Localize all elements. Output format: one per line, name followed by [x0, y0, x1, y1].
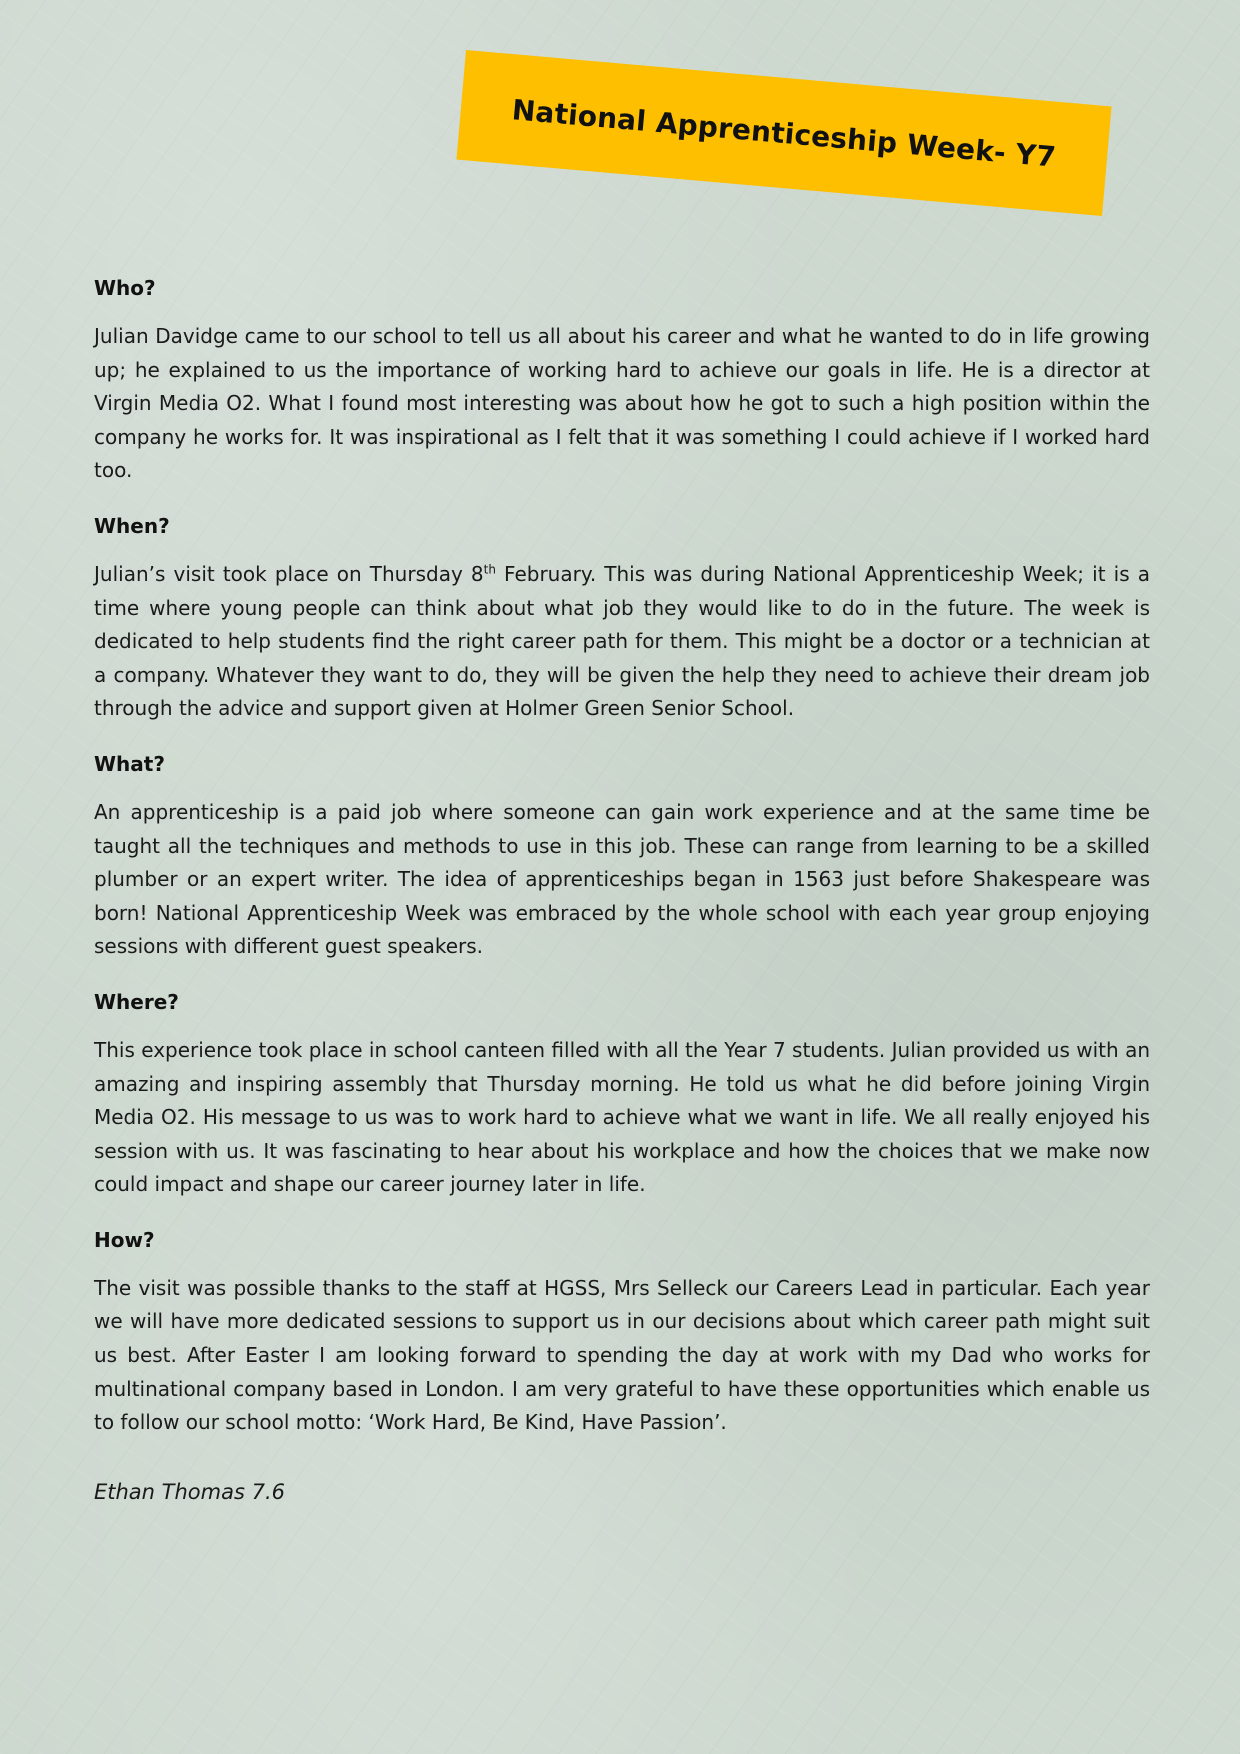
paragraph-text-start: Julian’s visit took place on Thursday 8 [94, 561, 484, 586]
section-when [94, 508, 1150, 726]
section-heading: Who? [94, 276, 156, 300]
section-what [94, 746, 1150, 964]
section-how [94, 1222, 1150, 1440]
section-who [94, 270, 1150, 488]
section-paragraph: An apprenticeship is a paid job where someone can gain work experience and at the same time be taught all the techniques and methods to use in this job. These can range from learning to be a skilled plumber or an expert writer. The idea of apprenticeships began in 1563 just before Shakespeare was born! National Apprenticeship Week was embraced by the whole school with each year group enjoying sessions with different guest speakers. [94, 799, 1150, 959]
section-paragraph: This experience took place in school canteen filled with all the Year 7 students. Julian provided us with an amazing and inspiring assembly that Thursday morning. He told us what he did before joining Virgin Media O2. His message to us was to work hard to achieve what we want in life. We all really enjoyed his session with us. It was fascinating to hear about his workplace and how the choices that we make now could impact and shape our career journey later in life. [94, 1037, 1150, 1197]
section-paragraph [94, 558, 1150, 726]
section-heading: When? [94, 513, 170, 538]
section-heading: Where? [94, 989, 179, 1014]
author-signature: Ethan Thomas 7.6 [94, 1479, 285, 1504]
section-where [94, 984, 1150, 1202]
ordinal-suffix: th [483, 562, 496, 577]
paragraph-text-end: February. This was during National Apprenticeship Week; it is a time where young people can think about what job they would like to do in the future. The week is dedicated to help students find the right career path for them. This might be a doctor or a technician at a company. Whatever they want to do, they will be given the help they need to achieve their dream job through the advice and support given at Holmer Green Senior School. [94, 561, 1150, 721]
section-paragraph: Julian Davidge came to our school to tell us all about his career and what he wanted to do in life growing up; he explained to us the importance of working hard to achieve our goals in life. He is a director at Virgin Media O2. What I found most interesting was about how he got to such a high position within the company he works for. It was inspirational as I felt that it was something I could achieve if I worked hard too. [94, 324, 1150, 483]
section-heading: How? [94, 1227, 155, 1252]
page-title: National Apprenticeship Week- Y7 [510, 92, 1058, 174]
title-banner [456, 50, 1111, 216]
section-heading: What? [94, 751, 165, 776]
article-body [94, 270, 1150, 1504]
section-paragraph: The visit was possible thanks to the staff at HGSS, Mrs Selleck our Careers Lead in particular. Each year we will have more dedicated sessions to support us in our decisions about which career path might suit us best. After Easter I am looking forward to spending the day at work with my Dad who works for multinational company based in London. I am very grateful to have these opportunities which enable us to follow our school motto: ‘Work Hard, Be Kind, Have Passion’. [94, 1275, 1150, 1435]
